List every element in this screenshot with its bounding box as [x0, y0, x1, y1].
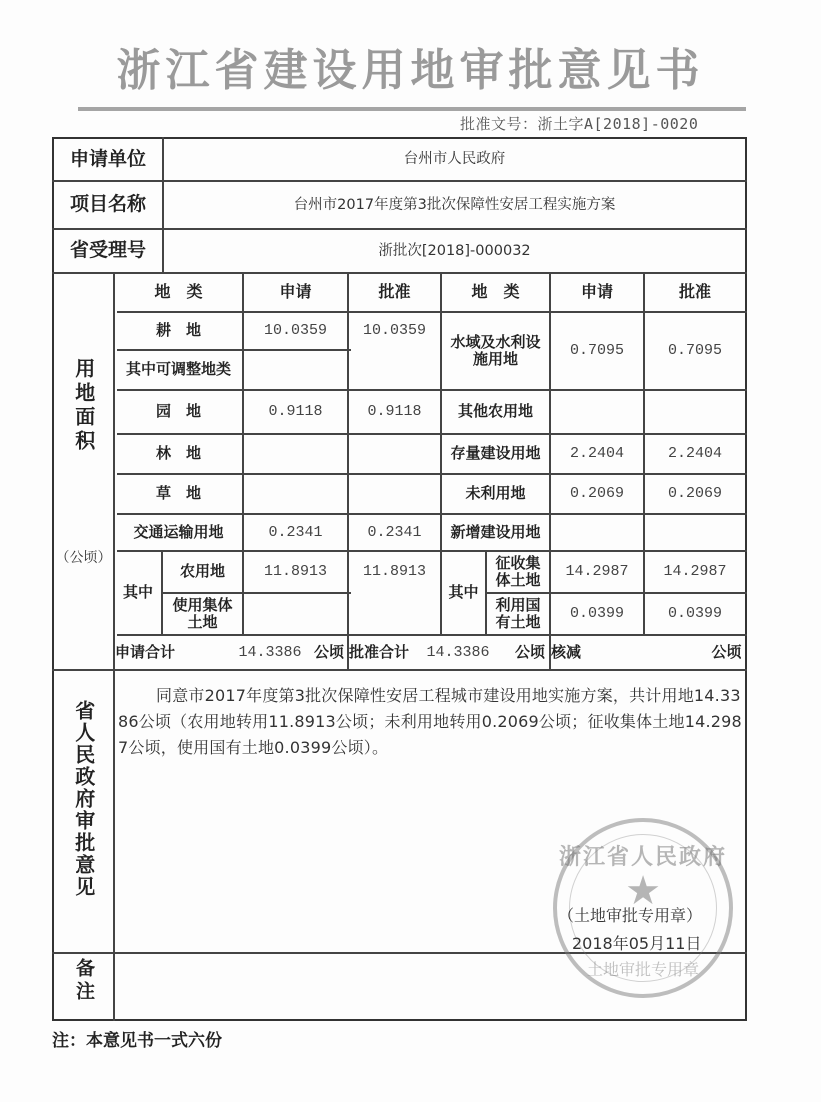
approve-total-label: 批准合计 [349, 642, 410, 661]
approval-document-number: 批准文号：浙土字A[2018]-0020 [460, 115, 699, 133]
land-type-name: 其他农用地 [457, 402, 533, 421]
apply-total-label: 申请合计 [115, 642, 176, 661]
apply-value: 0.7095 [569, 342, 624, 360]
reduce-unit: 公顷 [711, 642, 742, 661]
col-header-land-type-2: 地 类 [471, 282, 520, 302]
approve-value: 0.2069 [667, 485, 722, 503]
project-name-value: 台州市2017年度第3批次保障性安居工程实施方案 [293, 196, 616, 213]
apply-value [551, 515, 643, 550]
apply-total-unit: 公顷 [313, 642, 344, 661]
apply-value [244, 351, 347, 389]
of-which-label-right: 其中 [448, 583, 479, 602]
approve-value [645, 391, 745, 433]
approve-value: 0.7095 [667, 342, 722, 360]
document-title: 浙江省建设用地审批意见书 [116, 45, 705, 96]
approve-value: 0.2341 [367, 523, 422, 541]
seal-caption: （土地审批专用章） [558, 906, 703, 925]
apply-value: 10.0359 [263, 322, 327, 340]
land-area-label-text: 用地面积 [71, 358, 96, 454]
row-divider [52, 669, 747, 671]
land-type-name: 未利用地 [465, 484, 526, 503]
approve-value [645, 515, 745, 550]
approve-value: 0.0399 [667, 605, 722, 623]
approve-value [349, 475, 440, 513]
reduce-label: 核减 [551, 642, 582, 661]
footnote: 注：本意见书一式六份 [52, 1031, 222, 1051]
land-type-name: 园 地 [155, 402, 201, 421]
land-type-name: 利用国有土地 [495, 595, 541, 631]
acceptance-number-value: 浙批次[2018]-000032 [378, 242, 531, 259]
approve-value [349, 351, 440, 389]
apply-value: 14.2987 [565, 563, 629, 581]
approve-value: 0.9118 [367, 403, 422, 421]
approval-opinion-label [54, 700, 113, 898]
acceptance-number-label: 省受理号 [69, 239, 146, 262]
of-which-label-left: 其中 [122, 583, 153, 602]
remarks-label [54, 958, 113, 1004]
land-type-name: 耕 地 [155, 321, 201, 340]
col-header-approve: 批准 [378, 282, 411, 302]
land-type-name: 新增建设用地 [450, 522, 541, 541]
approval-date: 2018年05月11日 [572, 934, 702, 953]
apply-value: 2.2404 [569, 445, 624, 463]
apply-value: 0.9118 [268, 403, 323, 421]
approve-value: 10.0359 [362, 322, 426, 340]
seal-top-text: 浙江省人民政府 [558, 845, 727, 870]
col-header-apply: 申请 [279, 282, 312, 302]
unit-label: （公顷） [55, 549, 112, 566]
remarks-label-text: 备注 [73, 958, 96, 1004]
apply-value [551, 391, 643, 433]
approval-opinion-text: 同意市2017年度第3批次保障性安居工程城市建设用地实施方案，共计用地14.3386公顷（农用地转用11.8913公顷；未利用地转用0.2069公顷；征收集体土地14.2987公顷，使用国有土地0.0399公顷）。 [118, 686, 742, 757]
apply-value: 0.2341 [268, 523, 323, 541]
applicant-value: 台州市人民政府 [403, 151, 506, 168]
approve-total-unit: 公顷 [514, 642, 545, 661]
land-type-name: 存量建设用地 [450, 444, 541, 463]
land-type-name: 其中可调整地类 [125, 360, 231, 379]
land-area-section-label [54, 358, 113, 454]
applicant-label: 申请单位 [69, 147, 146, 170]
land-type-name: 草 地 [155, 484, 201, 503]
land-type-name: 水域及水利设施用地 [450, 332, 541, 368]
apply-value: 0.0399 [569, 605, 624, 623]
land-type-name: 农用地 [179, 562, 225, 581]
apply-value [244, 475, 347, 513]
col-header-land-type: 地 类 [154, 282, 203, 302]
land-type-name: 使用集体土地 [172, 595, 233, 631]
approve-value [349, 594, 440, 634]
land-type-name: 交通运输用地 [133, 522, 224, 541]
approve-total-value: 14.3386 [426, 643, 490, 661]
approval-opinion-label-text: 省人民政府审批意见 [71, 700, 96, 898]
apply-value: 0.2069 [569, 485, 624, 503]
land-type-name: 征收集体土地 [495, 553, 541, 589]
approve-value: 11.8913 [362, 563, 426, 581]
land-type-name: 林 地 [155, 444, 201, 463]
project-name-label: 项目名称 [69, 193, 146, 216]
apply-value [244, 594, 347, 634]
seal-star-icon: ★ [625, 868, 661, 914]
col-header-approve-2: 批准 [678, 282, 711, 302]
apply-value: 11.8913 [263, 563, 327, 581]
col-header-apply-2: 申请 [580, 282, 613, 302]
apply-value [244, 435, 347, 473]
approve-value [349, 435, 440, 473]
title-underline [78, 107, 746, 111]
apply-total-value: 14.3386 [238, 643, 302, 661]
approve-value: 2.2404 [667, 445, 722, 463]
approve-value: 14.2987 [663, 563, 727, 581]
seal-bottom-text: 土地审批专用章 [586, 960, 699, 979]
